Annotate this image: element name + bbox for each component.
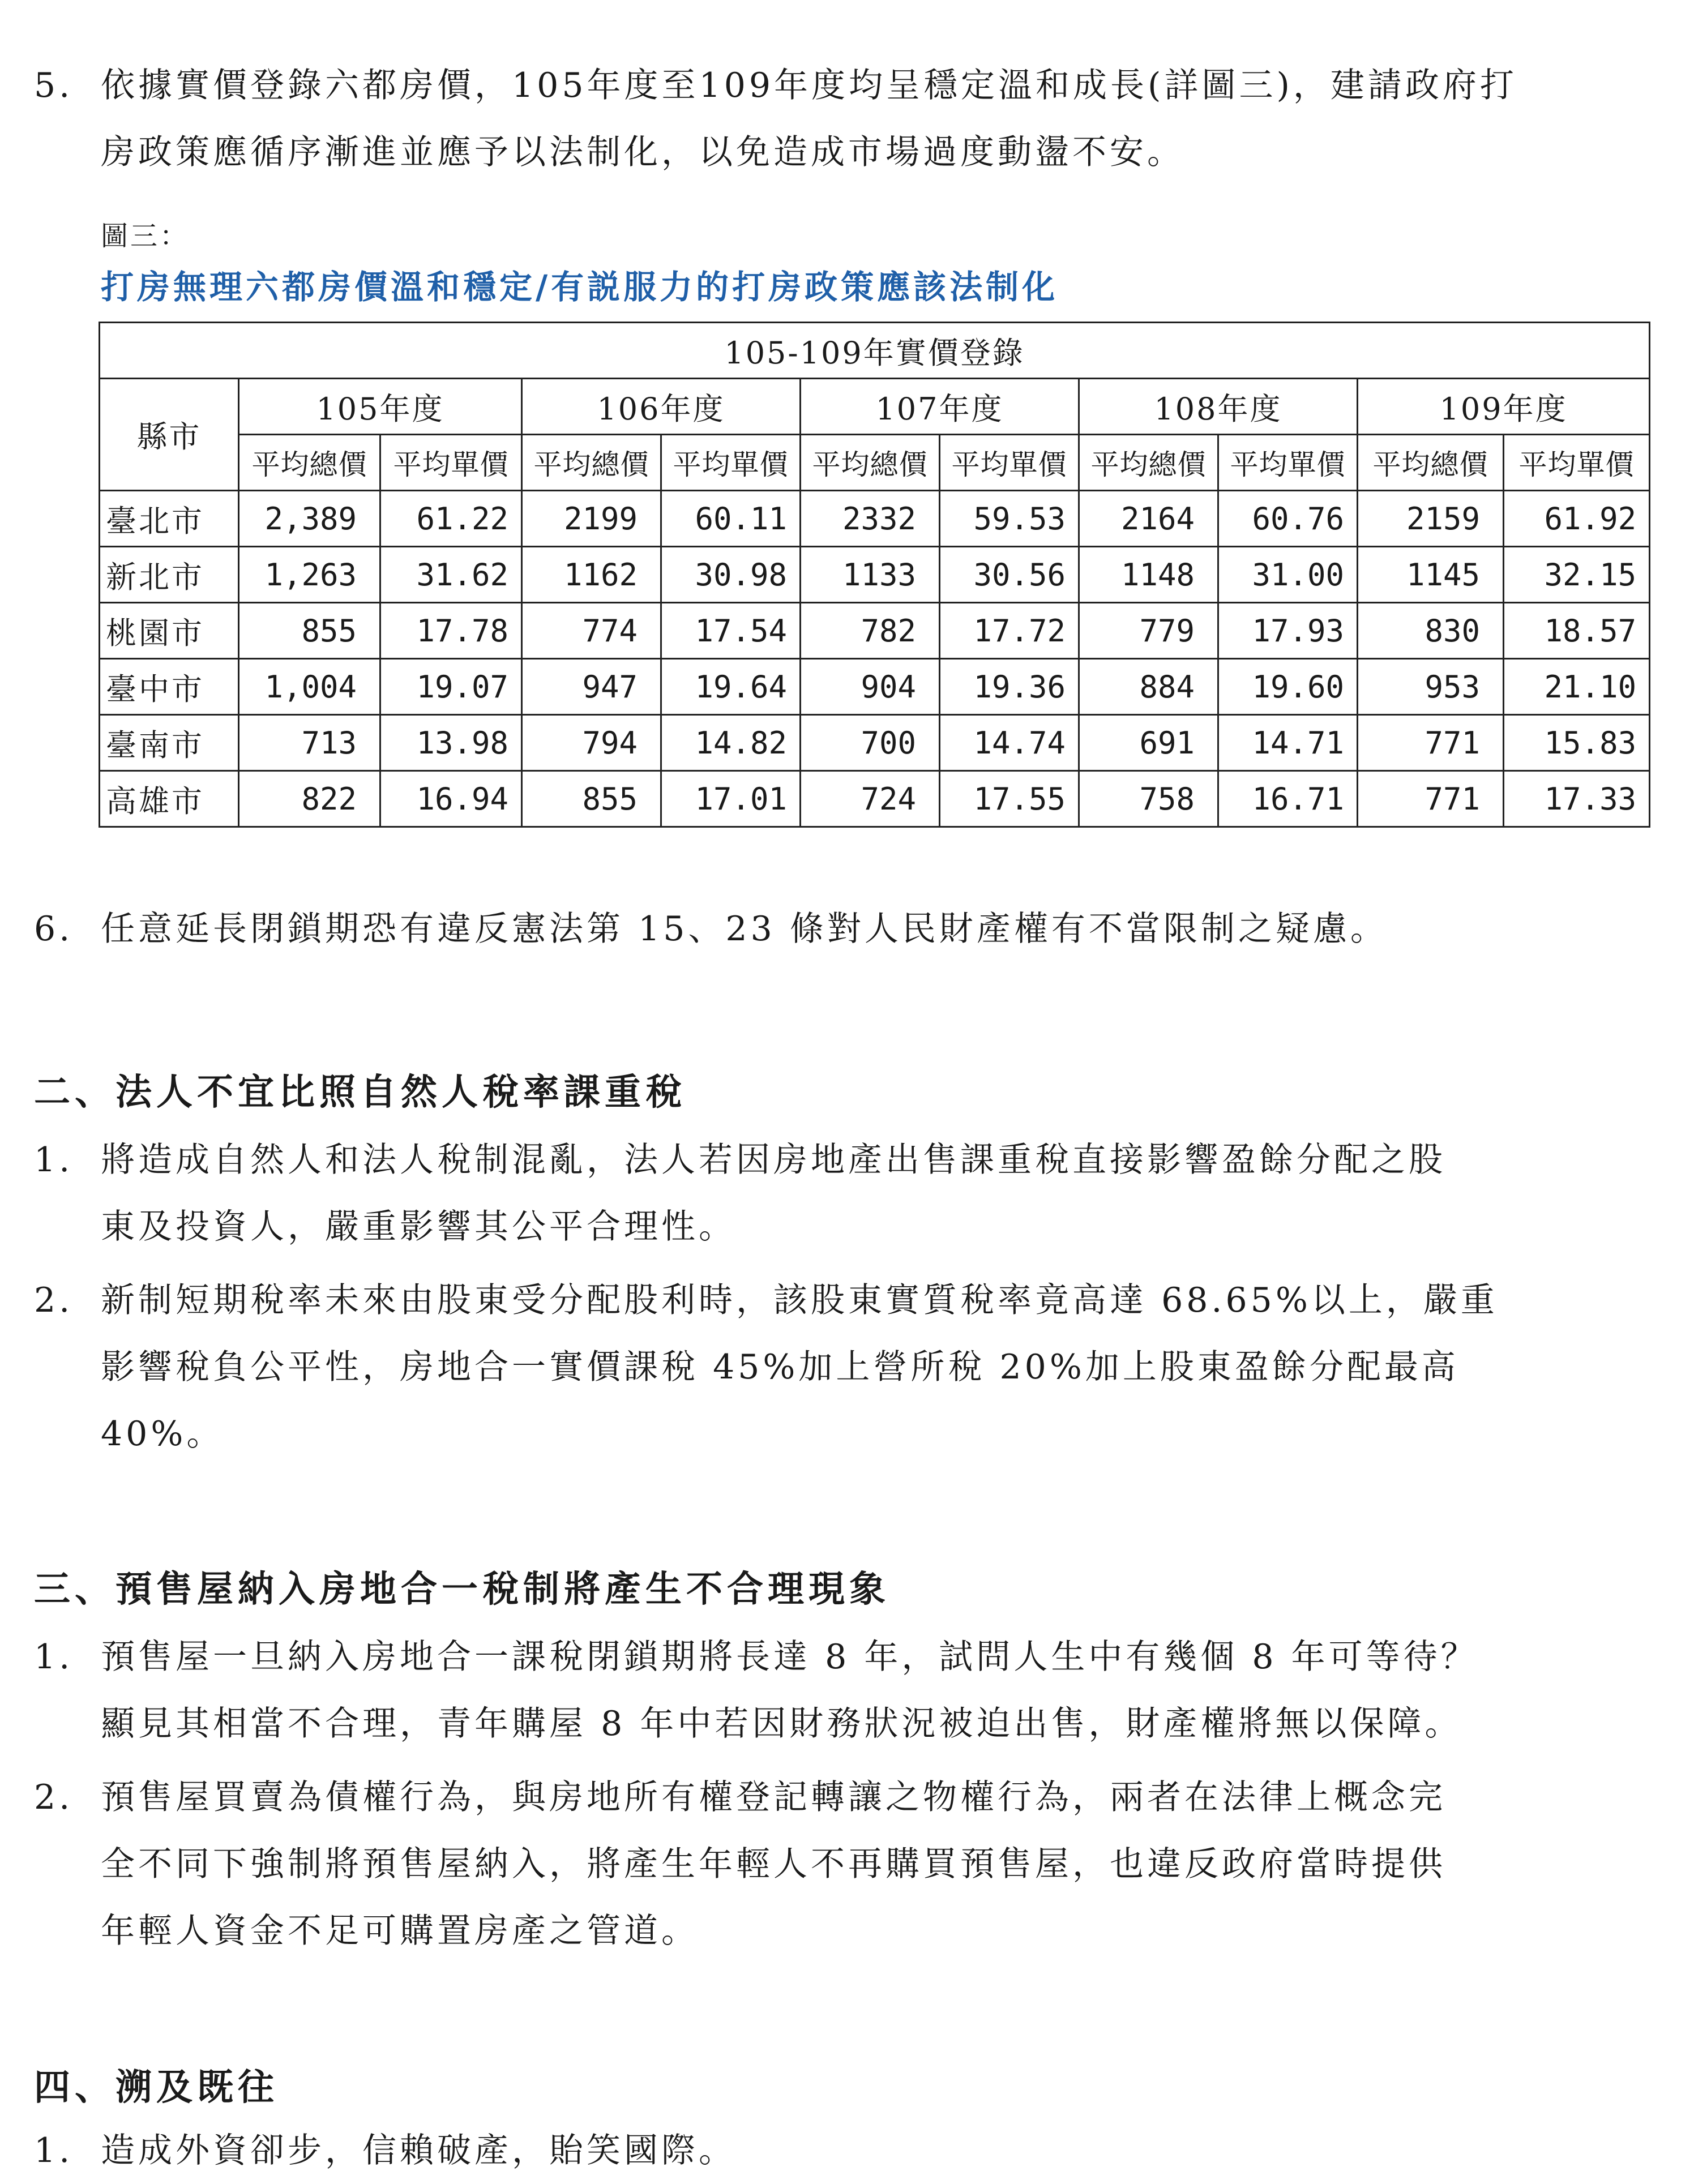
section-heading-4: 四、溯及既往	[34, 2067, 279, 2109]
city-cell: 臺南市	[100, 715, 239, 771]
year-header: 107年度	[801, 379, 1079, 435]
avg-total-price-cell: 855	[239, 603, 380, 659]
table-row	[100, 771, 1650, 827]
avg-unit-price-cell: 59.53	[940, 491, 1079, 547]
item-number: 1.	[34, 1637, 74, 1677]
avg-unit-price-cell: 17.72	[940, 603, 1079, 659]
avg-total-price-cell: 1133	[801, 547, 940, 603]
item-text	[101, 1624, 1676, 1757]
figure-title: 打房無理六都房價溫和穩定/有説服力的打房政策應該法制化	[101, 268, 1059, 306]
year-header: 105年度	[239, 379, 522, 435]
sub-header-unit: 平均單價	[940, 435, 1079, 491]
avg-total-price-cell: 2159	[1358, 491, 1504, 547]
figure-label: 圖三：	[101, 220, 190, 252]
sub-header-total: 平均總價	[522, 435, 661, 491]
text-line: 顯見其相當不合理，青年購屋 8 年中若因財務狀況被迫出售，財產權將無以保障。	[101, 1704, 1462, 1744]
city-cell: 桃園市	[100, 603, 239, 659]
sub-header-total: 平均總價	[239, 435, 380, 491]
sub-header-unit: 平均單價	[661, 435, 801, 491]
sub-header-unit: 平均單價	[380, 435, 522, 491]
item-text	[101, 1127, 1676, 1260]
item-number: 1.	[34, 2131, 74, 2170]
avg-total-price-cell: 774	[522, 603, 661, 659]
item-text	[101, 896, 1676, 962]
avg-total-price-cell: 1145	[1358, 547, 1504, 603]
avg-total-price-cell: 724	[801, 771, 940, 827]
text-line: 造成外資卻步，信賴破產，貽笑國際。	[101, 2131, 736, 2170]
avg-unit-price-cell: 31.00	[1218, 547, 1358, 603]
sub-header-unit: 平均單價	[1504, 435, 1650, 491]
text-line: 預售屋買賣為債權行為，與房地所有權登記轉讓之物權行為，兩者在法律上概念完	[101, 1778, 1446, 1817]
avg-total-price-cell: 1,263	[239, 547, 380, 603]
sub-header-total: 平均總價	[1079, 435, 1218, 491]
item-number: 2.	[34, 1281, 74, 1320]
avg-unit-price-cell: 17.54	[661, 603, 801, 659]
year-header: 106年度	[522, 379, 801, 435]
avg-total-price-cell: 691	[1079, 715, 1218, 771]
item-number: 6.	[34, 909, 74, 949]
text-line: 將造成自然人和法人稅制混亂，法人若因房地產出售課重稅直接影響盈餘分配之股	[101, 1140, 1446, 1180]
item-text	[101, 1764, 1676, 1964]
avg-total-price-cell: 794	[522, 715, 661, 771]
table-row	[100, 491, 1650, 547]
avg-total-price-cell: 2164	[1079, 491, 1218, 547]
sub-header-unit: 平均單價	[1218, 435, 1358, 491]
avg-unit-price-cell: 61.92	[1504, 491, 1650, 547]
year-header: 108年度	[1079, 379, 1358, 435]
avg-total-price-cell: 782	[801, 603, 940, 659]
avg-total-price-cell: 904	[801, 659, 940, 715]
avg-total-price-cell: 2199	[522, 491, 661, 547]
avg-unit-price-cell: 31.62	[380, 547, 522, 603]
sub-header-total: 平均總價	[1358, 435, 1504, 491]
avg-total-price-cell: 2,389	[239, 491, 380, 547]
text-line: 預售屋一旦納入房地合一課稅閉鎖期將長達 8 年，試問人生中有幾個 8 年可等待？	[101, 1637, 1478, 1677]
avg-unit-price-cell: 14.82	[661, 715, 801, 771]
avg-unit-price-cell: 17.33	[1504, 771, 1650, 827]
avg-unit-price-cell: 14.71	[1218, 715, 1358, 771]
avg-total-price-cell: 771	[1358, 715, 1504, 771]
avg-unit-price-cell: 21.10	[1504, 659, 1650, 715]
item-number: 5.	[34, 66, 74, 105]
table-row	[100, 547, 1650, 603]
text-line: 任意延長閉鎖期恐有違反憲法第 15、23 條對人民財產權有不當限制之疑慮。	[101, 909, 1388, 949]
avg-total-price-cell: 1148	[1079, 547, 1218, 603]
city-cell: 臺北市	[100, 491, 239, 547]
section-heading-2: 二、法人不宜比照自然人稅率課重稅	[34, 1072, 686, 1114]
avg-unit-price-cell: 30.98	[661, 547, 801, 603]
city-cell: 臺中市	[100, 659, 239, 715]
avg-unit-price-cell: 18.57	[1504, 603, 1650, 659]
avg-total-price-cell: 830	[1358, 603, 1504, 659]
avg-total-price-cell: 855	[522, 771, 661, 827]
avg-unit-price-cell: 30.56	[940, 547, 1079, 603]
avg-unit-price-cell: 19.60	[1218, 659, 1358, 715]
text-line: 新制短期稅率未來由股東受分配股利時，該股東實質稅率竟高達 68.65%以上，嚴重	[101, 1281, 1498, 1320]
city-cell: 高雄市	[100, 771, 239, 827]
city-header: 縣市	[100, 379, 239, 491]
text-line: 房政策應循序漸進並應予以法制化，以免造成市場過度動盪不安。	[101, 132, 1184, 172]
avg-unit-price-cell: 17.93	[1218, 603, 1358, 659]
avg-unit-price-cell: 13.98	[380, 715, 522, 771]
avg-unit-price-cell: 15.83	[1504, 715, 1650, 771]
avg-total-price-cell: 953	[1358, 659, 1504, 715]
avg-unit-price-cell: 17.55	[940, 771, 1079, 827]
avg-unit-price-cell: 61.22	[380, 491, 522, 547]
avg-total-price-cell: 2332	[801, 491, 940, 547]
avg-total-price-cell: 1162	[522, 547, 661, 603]
avg-total-price-cell: 713	[239, 715, 380, 771]
text-line: 年輕人資金不足可購置房產之管道。	[101, 1911, 699, 1951]
item-text	[101, 52, 1676, 186]
table-body	[100, 491, 1650, 827]
avg-total-price-cell: 822	[239, 771, 380, 827]
section-heading-3: 三、預售屋納入房地合一稅制將產生不合理現象	[34, 1569, 890, 1611]
year-header: 109年度	[1358, 379, 1650, 435]
avg-unit-price-cell: 32.15	[1504, 547, 1650, 603]
avg-unit-price-cell: 16.71	[1218, 771, 1358, 827]
avg-unit-price-cell: 19.64	[661, 659, 801, 715]
avg-unit-price-cell: 17.01	[661, 771, 801, 827]
table-row	[100, 659, 1650, 715]
avg-unit-price-cell: 60.76	[1218, 491, 1358, 547]
avg-unit-price-cell: 19.36	[940, 659, 1079, 715]
item-text	[101, 1267, 1676, 1467]
table-row	[100, 603, 1650, 659]
item-number: 1.	[34, 1140, 74, 1180]
table-row	[100, 715, 1650, 771]
avg-total-price-cell: 779	[1079, 603, 1218, 659]
text-line: 依據實價登錄六都房價，105年度至109年度均呈穩定溫和成長(詳圖三)，建請政府打	[101, 66, 1517, 105]
text-line: 東及投資人，嚴重影響其公平合理性。	[101, 1207, 736, 1247]
table-caption: 105-109年實價登錄	[100, 323, 1650, 379]
avg-unit-price-cell: 17.78	[380, 603, 522, 659]
item-text	[101, 2117, 1676, 2184]
text-line: 全不同下強制將預售屋納入，將產生年輕人不再購買預售屋，也違反政府當時提供	[101, 1844, 1446, 1884]
avg-total-price-cell: 1,004	[239, 659, 380, 715]
price-table	[99, 322, 1650, 828]
avg-unit-price-cell: 16.94	[380, 771, 522, 827]
avg-unit-price-cell: 14.74	[940, 715, 1079, 771]
text-line: 影響稅負公平性，房地合一實價課稅 45%加上營所稅 20%加上股東盈餘分配最高	[101, 1347, 1459, 1387]
avg-total-price-cell: 947	[522, 659, 661, 715]
item-number: 2.	[34, 1778, 74, 1817]
city-cell: 新北市	[100, 547, 239, 603]
avg-total-price-cell: 884	[1079, 659, 1218, 715]
text-line: 40%。	[101, 1414, 224, 1454]
avg-total-price-cell: 771	[1358, 771, 1504, 827]
sub-header-total: 平均總價	[801, 435, 940, 491]
avg-unit-price-cell: 19.07	[380, 659, 522, 715]
avg-unit-price-cell: 60.11	[661, 491, 801, 547]
avg-total-price-cell: 758	[1079, 771, 1218, 827]
avg-total-price-cell: 700	[801, 715, 940, 771]
